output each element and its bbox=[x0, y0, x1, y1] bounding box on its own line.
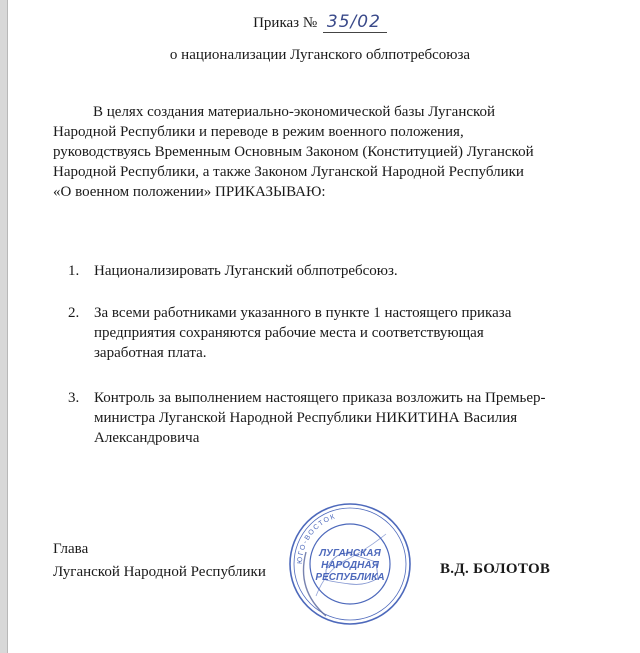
list-item-text: За всеми работниками указанного в пункте 1 настоящего приказа bbox=[94, 305, 512, 321]
stamp-center-text: ЛУГАНСКАЯ bbox=[319, 548, 381, 559]
stamp-ring-text: ЮГО-ВОСТОК bbox=[296, 513, 338, 565]
list-item-number: 1. bbox=[68, 263, 80, 279]
preamble-line: руководствуясь Временным Основным Законом (Конституцией) Луганской bbox=[53, 144, 534, 160]
list-item-number: 3. bbox=[68, 390, 80, 406]
signatory-position-line: Луганской Народной Республики bbox=[53, 564, 266, 580]
signatory-name: В.Д. БОЛОТОВ bbox=[440, 561, 551, 577]
list-item-number: 2. bbox=[68, 305, 80, 321]
list-item-text: предприятия сохраняются рабочие места и соответствующая bbox=[94, 325, 484, 341]
stamp-center-text: РЕСПУБЛИКА bbox=[315, 572, 385, 583]
list-item-text: министра Луганской Народной Республики НИКИТИНА Василия bbox=[94, 410, 518, 426]
page-edge-line bbox=[7, 0, 8, 653]
list-item-text: заработная плата. bbox=[94, 345, 207, 361]
preamble-line: Народной Республики и переводе в режим военного положения, bbox=[53, 124, 464, 140]
stamp-center-text: НАРОДНАЯ bbox=[321, 560, 379, 571]
preamble-line: В целях создания материально-экономической базы Луганской bbox=[93, 104, 496, 120]
order-number-handwritten: 35/02 bbox=[323, 12, 387, 33]
list-item-text: Контроль за выполнением настоящего приказа возложить на Премьер- bbox=[94, 390, 546, 406]
order-title bbox=[0, 12, 640, 33]
preamble-line: Народной Республики, а также Законом Луганской Народной Республики bbox=[53, 164, 524, 180]
list-item-text: Александровича bbox=[94, 430, 200, 446]
order-label: Приказ № bbox=[253, 15, 318, 31]
signatory-position-line: Глава bbox=[53, 541, 89, 557]
official-seal-stamp bbox=[286, 500, 414, 628]
order-subtitle: о национализации Луганского облпотребсоюза bbox=[169, 47, 471, 63]
list-item-text: Национализировать Луганский облпотребсоюз. bbox=[94, 263, 398, 279]
page-edge-shadow bbox=[0, 0, 7, 653]
signatory-position bbox=[53, 538, 266, 584]
preamble-line: «О военном положении» ПРИКАЗЫВАЮ: bbox=[53, 184, 326, 200]
preamble bbox=[53, 102, 593, 202]
